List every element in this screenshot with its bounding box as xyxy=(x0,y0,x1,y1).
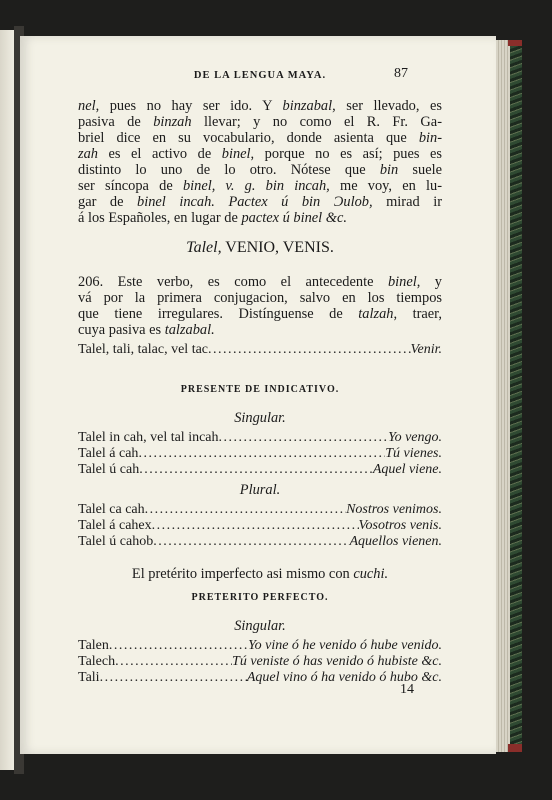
plural-label: Plural. xyxy=(239,482,281,498)
text-line: que tiene irregulares. Distínguense de talzah, traer, xyxy=(78,306,442,322)
text-line: vá por la primera conjugacion, salvo en los tiempos xyxy=(78,290,442,306)
text-line: nel, pues no hay ser ido. Y binzabal, ser llevado, es xyxy=(78,98,442,114)
conjugation-row: Tali . . . Aquel vino ó ha venido ó hubo &c. xyxy=(78,670,442,686)
conjugation-row: Talech . . . Tú veniste ó has venido ó hubiste &c. xyxy=(78,654,442,670)
conjugation-row: Talel ca cah . . . Nostros venimos. xyxy=(78,502,442,518)
conjugation-row: Talel in cah, vel tal incah . . . Yo vengo. xyxy=(78,430,442,446)
text-line: pasiva de binzah llevar; y no como el R. Fr. Ga- xyxy=(78,114,442,130)
conjugation-row: Talel á cahex . . . Vosotros venis. xyxy=(78,518,442,534)
text-line: cuya pasiva es talzabal. xyxy=(78,322,215,338)
running-title: DE LA LENGUA MAYA. xyxy=(193,70,327,81)
conjugation-row: Talen . . . Yo vine ó he venido ó hube venido. xyxy=(78,638,442,654)
present-heading: PRESENTE DE INDICATIVO. xyxy=(180,384,340,395)
text-line: zah es el activo de binel, porque no es así; pues es xyxy=(78,146,443,162)
page-number: 87 xyxy=(394,66,408,81)
text-line: briel dice en su vocabulario, donde asienta que bin- xyxy=(78,130,442,146)
text-line: ser síncopa de binel, v. g. bin incah, me voy, en lu- xyxy=(78,178,442,194)
book-page xyxy=(20,36,496,754)
signature-mark: 14 xyxy=(400,682,414,697)
singular-label: Singular. xyxy=(234,618,286,634)
perfect-heading: PRETERITO PERFECTO. xyxy=(191,592,329,603)
facing-page-edge xyxy=(0,30,14,770)
text-line: gar de binel incah. Pactex ú bin Ɔulob, mirad ir xyxy=(78,194,442,210)
conjugation-row: Talel ú cahob . . . Aquellos vienen. xyxy=(78,534,442,550)
text-line: 206. Este verbo, es como el antecedente binel, y xyxy=(78,274,442,290)
text-line: distinto lo uno de lo otro. Nótese que bin suele xyxy=(78,162,442,178)
page-stack xyxy=(496,40,510,752)
cover-corner-top xyxy=(508,40,522,46)
section-title: Talel, VENIO, VENIS. xyxy=(186,239,334,256)
singular-label: Singular. xyxy=(234,410,286,426)
cover-corner-bottom xyxy=(508,744,522,752)
imperfect-note: El pretérito imperfecto asi mismo con cuchi. xyxy=(131,566,389,582)
book-cover xyxy=(510,46,522,752)
text-line: á los Españoles, en lugar de pactex ú binel &c. xyxy=(78,210,347,226)
principal-parts-row: Talel, tali, talac, vel tac . . . Venir. xyxy=(78,342,442,358)
conjugation-row: Talel á cah . . . Tú vienes. xyxy=(78,446,442,462)
conjugation-row: Talel ú cah . . . Aquel viene. xyxy=(78,462,442,478)
